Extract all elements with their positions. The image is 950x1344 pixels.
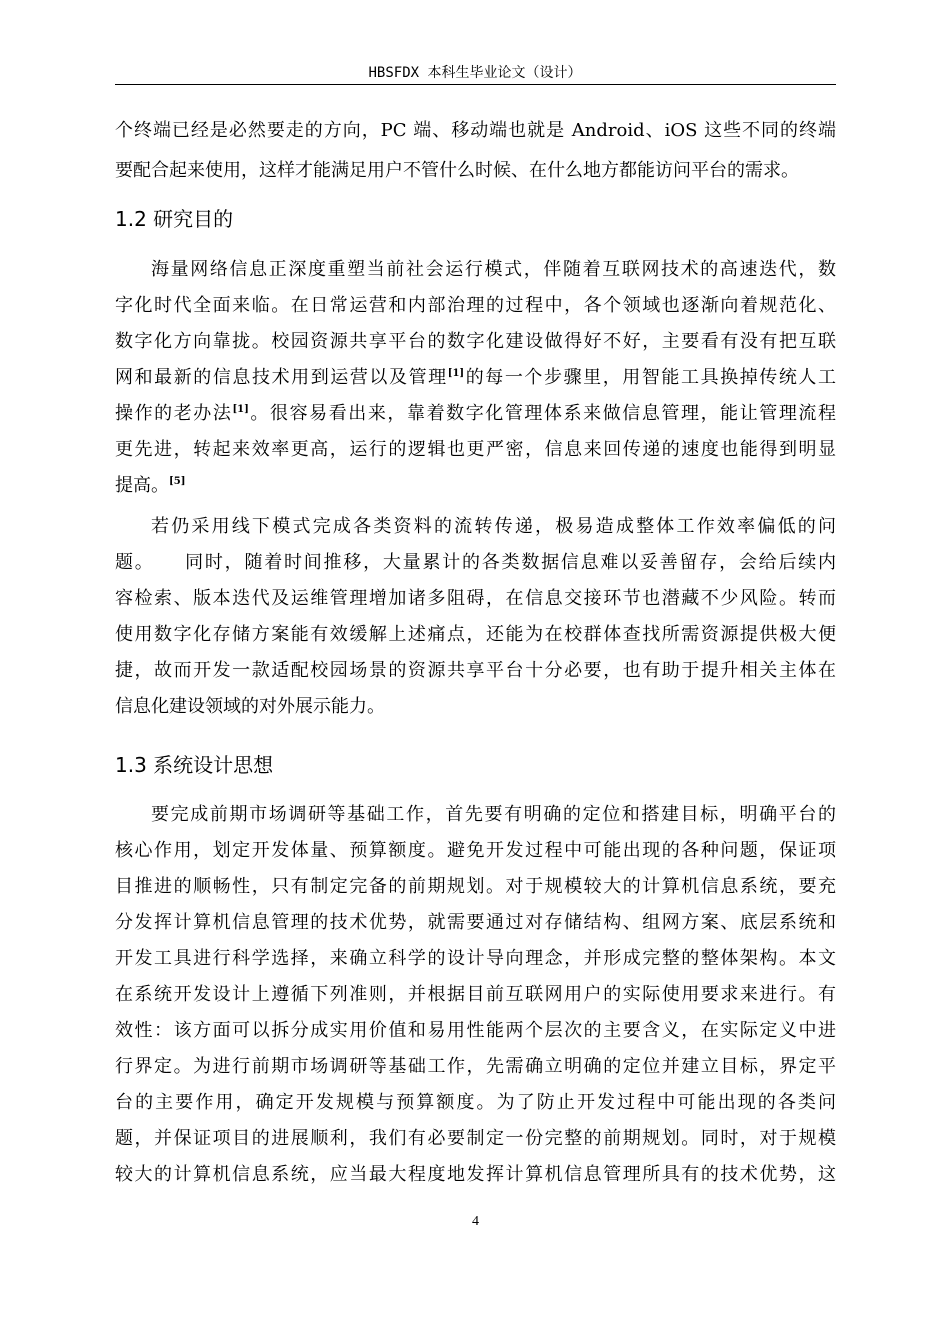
paragraph-text: 。很容易看出来，靠着数字化管理体系来做信息管理，能让管理流程 bbox=[248, 403, 837, 424]
paragraph-line: 题。 同时，随着时间推移，大量累计的各类数据信息难以妥善留存，会给后续内 bbox=[115, 552, 836, 573]
header-rule bbox=[115, 84, 836, 85]
paragraph-line: 较大的计算机信息系统，应当最大程度地发挥计算机信息管理所具有的技术优势，这 bbox=[115, 1164, 836, 1185]
intro-line: 个终端已经是必然要走的方向，PC 端、移动端也就是 Android、iOS 这些不同的终端 bbox=[115, 120, 836, 141]
paragraph-line: 题，并保证项目的进展顺利，我们有必要制定一份完整的前期规划。同时，对于规模 bbox=[115, 1128, 836, 1149]
paragraph-text: 网和最新的信息技术用到运营以及管理 bbox=[115, 367, 448, 388]
paragraph-line: 容检索、版本迭代及运维管理增加诸多阻碍，在信息交接环节也潜藏不少风险。转而 bbox=[115, 588, 836, 609]
paragraph-line: 在系统开发设计上遵循下列准则，并根据目前互联网用户的实际使用要求来进行。有 bbox=[115, 984, 836, 1005]
paragraph-text: 提高。 bbox=[115, 475, 169, 496]
section-heading-1-3: 1.3 系统设计思想 bbox=[115, 753, 274, 777]
citation-marker: [5] bbox=[169, 476, 186, 487]
paragraph-line: 字化时代全面来临。在日常运营和内部治理的过程中，各个领域也逐渐向着规范化、 bbox=[115, 295, 836, 316]
paragraph-line: 效性：该方面可以拆分成实用价值和易用性能两个层次的主要含义，在实际定义中进 bbox=[115, 1020, 836, 1041]
intro-line: 要配合起来使用，这样才能满足用户不管什么时候、在什么地方都能访问平台的需求。 bbox=[115, 160, 799, 181]
paragraph-line: 使用数字化存储方案能有效缓解上述痛点，还能为在校群体查找所需资源提供极大便 bbox=[115, 624, 836, 645]
paragraph-line: 开发工具进行科学选择，来确立科学的设计导向理念，并形成完整的整体架构。本文 bbox=[115, 948, 836, 969]
running-header: HBSFDX 本科生毕业论文（设计） bbox=[368, 65, 582, 81]
paragraph-line: 分发挥计算机信息管理的技术优势，就需要通过对存储结构、组网方案、底层系统和 bbox=[115, 912, 836, 933]
page-number: 4 bbox=[472, 1214, 479, 1229]
paragraph-line: 信息化建设领域的对外展示能力。 bbox=[115, 696, 385, 717]
paragraph-line bbox=[115, 468, 836, 504]
paragraph-line: 更先进，转起来效率更高，运行的逻辑也更严密，信息来回传递的速度也能得到明显 bbox=[115, 439, 836, 460]
citation-marker: [1] bbox=[447, 368, 465, 379]
paragraph-line: 行界定。为进行前期市场调研等基础工作，先需确立明确的定位并建立目标，界定平 bbox=[115, 1056, 836, 1077]
paragraph-line: 核心作用，划定开发体量、预算额度。避免开发过程中可能出现的各种问题，保证项 bbox=[115, 840, 836, 861]
paragraph-text: 操作的老办法 bbox=[115, 403, 233, 424]
paragraph-line: 捷，故而开发一款适配校园场景的资源共享平台十分必要，也有助于提升相关主体在 bbox=[115, 660, 836, 681]
paragraph-line: 若仍采用线下模式完成各类资料的流转传递，极易造成整体工作效率偏低的问 bbox=[151, 516, 836, 537]
paragraph-line: 数字化方向靠拢。校园资源共享平台的数字化建设做得好不好，主要看有没有把互联 bbox=[115, 331, 836, 352]
paragraph-line: 目推进的顺畅性，只有制定完备的前期规划。对于规模较大的计算机信息系统，要充 bbox=[115, 876, 836, 897]
citation-marker: [1] bbox=[232, 404, 249, 415]
paragraph-line bbox=[115, 360, 836, 396]
paragraph-line: 海量网络信息正深度重塑当前社会运行模式，伴随着互联网技术的高速迭代，数 bbox=[151, 259, 836, 280]
paragraph-text: 的每一个步骤里，用智能工具换掉传统人工 bbox=[464, 367, 836, 388]
paragraph-line bbox=[115, 396, 836, 432]
section-heading-1-2: 1.2 研究目的 bbox=[115, 207, 234, 231]
paragraph-line: 要完成前期市场调研等基础工作，首先要有明确的定位和搭建目标，明确平台的 bbox=[151, 804, 836, 825]
paragraph-line: 台的主要作用，确定开发规模与预算额度。为了防止开发过程中可能出现的各类问 bbox=[115, 1092, 836, 1113]
